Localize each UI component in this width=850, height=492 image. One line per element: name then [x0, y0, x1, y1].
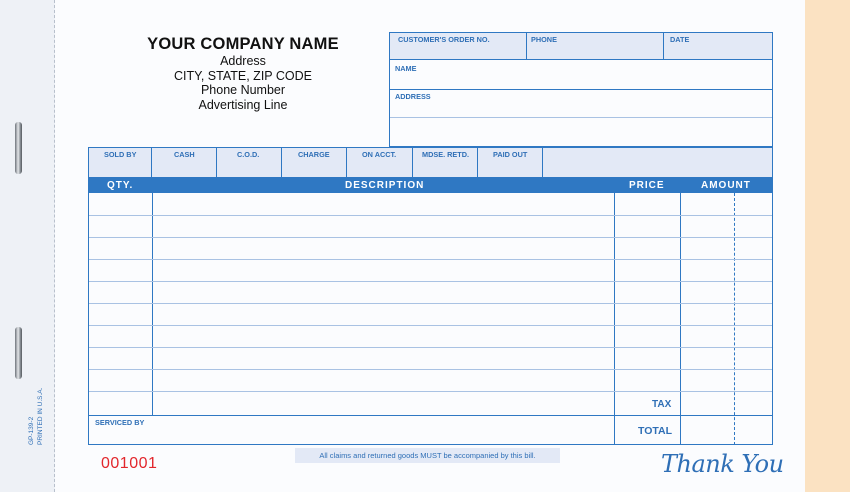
thank-you-script: Thank You — [661, 450, 784, 478]
phone-label: PHONE — [531, 35, 557, 44]
claims-notice: All claims and returned goods MUST be accompanied by this bill. — [295, 448, 560, 463]
on-acct-label: ON ACCT. — [362, 150, 397, 159]
address-field[interactable] — [390, 90, 772, 147]
name-field[interactable] — [390, 61, 772, 89]
company-block — [118, 34, 368, 112]
cod-label: C.O.D. — [237, 150, 260, 159]
name-label: NAME — [395, 64, 417, 73]
total-field[interactable] — [681, 416, 772, 444]
company-phone: Phone Number — [200, 83, 286, 97]
serviced-by-label: SERVICED BY — [95, 418, 145, 427]
paid-out-label: PAID OUT — [493, 150, 528, 159]
customer-order-label: CUSTOMER'S ORDER NO. — [398, 35, 490, 44]
date-label: DATE — [670, 35, 690, 44]
page-edge — [805, 0, 850, 492]
side-code: GP-139-2 — [28, 416, 35, 445]
amount-header: AMOUNT — [701, 180, 751, 191]
qty-header: QTY. — [107, 180, 134, 191]
mdse-retd-label: MDSE. RETD. — [422, 150, 470, 159]
cash-label: CASH — [174, 150, 195, 159]
tax-label: TAX — [652, 399, 672, 410]
tax-field[interactable] — [681, 392, 772, 415]
binder-ring-icon — [15, 122, 22, 174]
company-advertising: Advertising Line — [198, 97, 288, 112]
price-header: PRICE — [629, 180, 665, 191]
form-number: 001001 — [101, 455, 158, 472]
company-city-state-zip: CITY, STATE, ZIP CODE — [174, 68, 312, 83]
company-name: YOUR COMPANY NAME — [147, 35, 339, 53]
table-header — [88, 178, 773, 193]
serviced-by-field[interactable] — [89, 416, 614, 444]
company-address: Address — [220, 54, 266, 68]
sold-by-label: SOLD BY — [104, 150, 137, 159]
line-items-area[interactable] — [89, 194, 772, 415]
address-label: ADDRESS — [395, 92, 431, 101]
binder-ring-icon — [15, 327, 22, 379]
total-label: TOTAL — [638, 425, 673, 437]
side-printed: PRINTED IN U.S.A. — [37, 387, 44, 445]
charge-label: CHARGE — [298, 150, 330, 159]
description-header: DESCRIPTION — [345, 180, 425, 191]
